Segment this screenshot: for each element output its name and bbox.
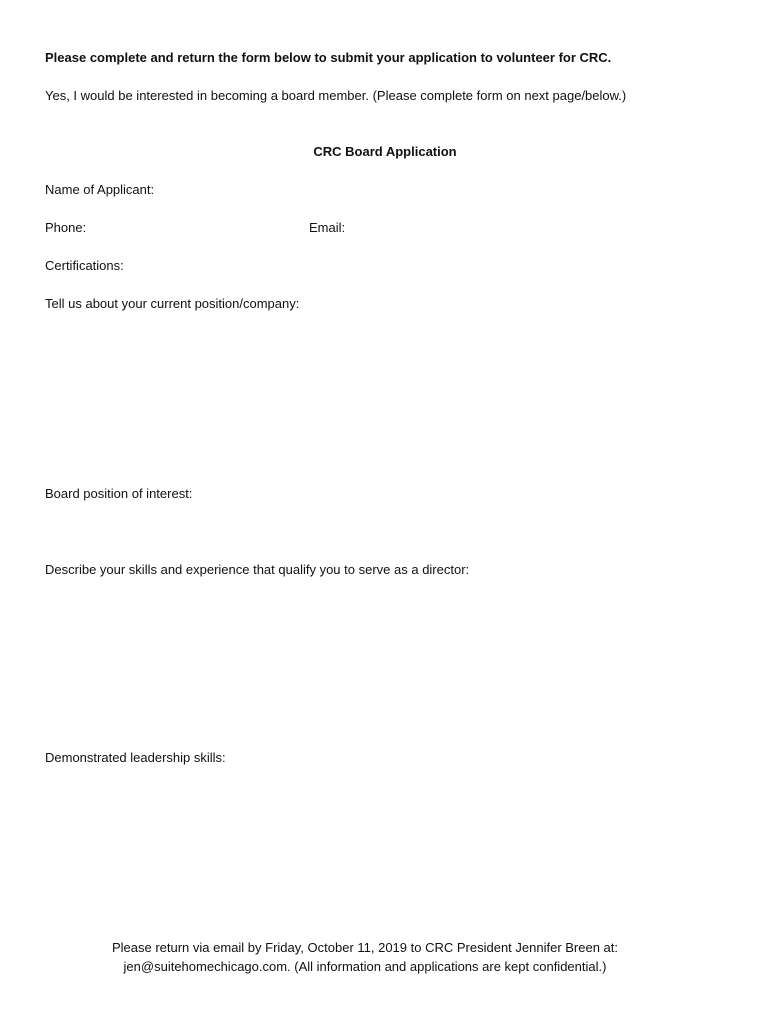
instruction-text: Please complete and return the form below to submit your application to volunteer for CRC. [45, 50, 612, 65]
footer-line-1: Please return via email by Friday, October 11, 2019 to CRC President Jennifer Breen at: [111, 940, 619, 955]
name-field-label: Name of Applicant: [45, 182, 155, 197]
email-field-label: Email: [309, 220, 346, 235]
board-position-field-label: Board position of interest: [45, 486, 193, 501]
footer-line-2: jen@suitehomechicago.com. (All information and applications are kept confidential.) [123, 959, 607, 974]
certifications-field-label: Certifications: [45, 258, 124, 273]
leadership-field-label: Demonstrated leadership skills: [45, 750, 226, 765]
form-title: CRC Board Application [313, 144, 457, 159]
interest-statement: Yes, I would be interested in becoming a board member. (Please complete form on next page/below.) [45, 88, 627, 103]
skills-field-label: Describe your skills and experience that qualify you to serve as a director: [45, 562, 470, 577]
phone-field-label: Phone: [45, 220, 87, 235]
position-company-field-label: Tell us about your current position/company: [45, 296, 300, 311]
